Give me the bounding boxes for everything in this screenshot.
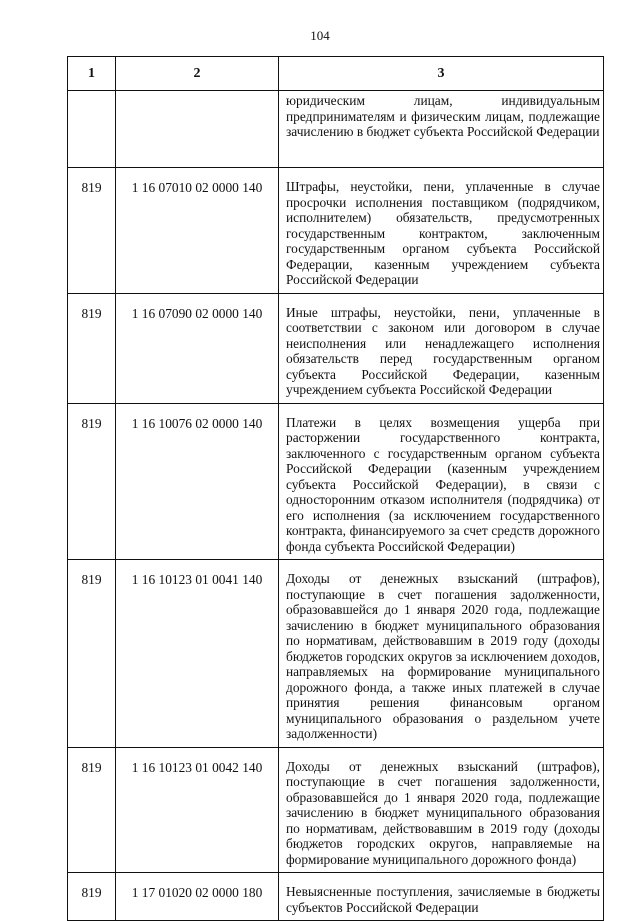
income-name-cell: Платежи в целях возмещения ущерба при расторжении государственного контракта, заключенного с государственным органом субъекта Российской Федерации (казенным учреждением субъекта Российской Федерации), в связи с односторонним отказом исполнителя (подрядчика) от его исполнения (за исключением государственного контракта, финансируемого за счет средств дорожного фонда субъекта Российской Федерации) <box>279 403 604 560</box>
admin-code-cell: 819 <box>68 560 116 748</box>
income-code-cell: 1 17 01020 02 0000 180 <box>116 873 279 921</box>
table-row <box>68 873 604 921</box>
admin-code-cell: 819 <box>68 873 116 921</box>
admin-code-cell: 819 <box>68 403 116 560</box>
income-code-cell <box>116 91 279 168</box>
income-name-cell: Доходы от денежных взысканий (штрафов), поступающие в счет погашения задолженности, образовавшейся до 1 января 2020 года, подлежащие зачислению в бюджет муниципального образования по нормативам, действовавшим в 2019 году (доходы бюджетов городских округов, направляемые на формирование муниципального дорожного фонда) <box>279 747 604 873</box>
income-code-cell: 1 16 07090 02 0000 140 <box>116 293 279 403</box>
page-number: 104 <box>310 28 330 43</box>
column-header-3: 3 <box>279 57 604 91</box>
income-code-cell: 1 16 07010 02 0000 140 <box>116 168 279 294</box>
table-row <box>68 560 604 748</box>
table-row <box>68 168 604 294</box>
budget-classification-table <box>67 56 604 921</box>
table-row <box>68 747 604 873</box>
admin-code-cell: 819 <box>68 293 116 403</box>
income-code-cell: 1 16 10076 02 0000 140 <box>116 403 279 560</box>
income-name-cell: Иные штрафы, неустойки, пени, уплаченные в соответствии с законом или договором в случае неисполнения или ненадлежащего исполнения обязательств перед государственным органом субъекта Российской Федерации, казенным учреждением субъекта Российской Федерации <box>279 293 604 403</box>
table-row <box>68 293 604 403</box>
admin-code-cell: 819 <box>68 747 116 873</box>
column-header-2: 2 <box>116 57 279 91</box>
column-header-1: 1 <box>68 57 116 91</box>
admin-code-cell <box>68 91 116 168</box>
income-name-cell: Невыясненные поступления, зачисляемые в бюджеты субъектов Российской Федерации <box>279 873 604 921</box>
table-row <box>68 91 604 168</box>
admin-code-cell: 819 <box>68 168 116 294</box>
income-name-cell: Штрафы, неустойки, пени, уплаченные в случае просрочки исполнения поставщиком (подрядчиком, исполнителем) обязательств, предусмотренных государственным контрактом, заключенным государственным органом субъекта Российской Федерации, казенным учреждением субъекта Российской Федерации <box>279 168 604 294</box>
income-name-cell: Доходы от денежных взысканий (штрафов), поступающие в счет погашения задолженности, образовавшейся до 1 января 2020 года, подлежащие зачислению в бюджет муниципального образования по нормативам, действовавшим в 2019 году (доходы бюджетов городских округов за исключением доходов, направляемых на формирование муниципального дорожного фонда, а также иных платежей в случае принятия решения финансовым органом муниципального образования о раздельном учете задолженности) <box>279 560 604 748</box>
income-code-cell: 1 16 10123 01 0041 140 <box>116 560 279 748</box>
table-row <box>68 403 604 560</box>
income-name-cell: юридическим лицам, индивидуальным предпринимателям и физическим лицам, подлежащие зачислению в бюджет субъекта Российской Федерации <box>279 91 604 168</box>
income-code-cell: 1 16 10123 01 0042 140 <box>116 747 279 873</box>
table-header-row <box>68 57 604 91</box>
